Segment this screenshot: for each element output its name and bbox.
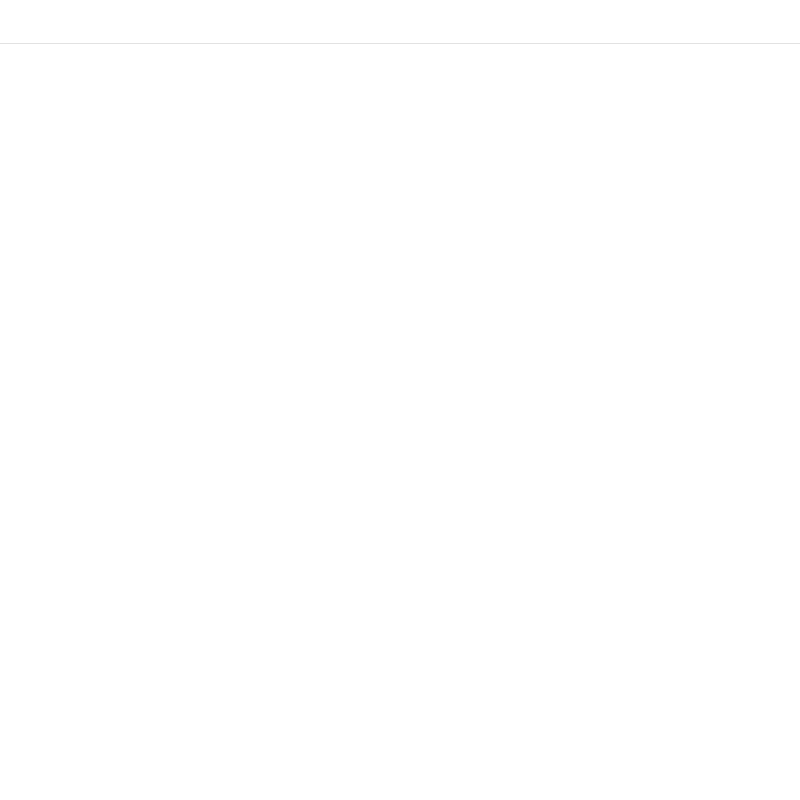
main-content	[0, 44, 800, 800]
title-bar	[0, 0, 800, 44]
